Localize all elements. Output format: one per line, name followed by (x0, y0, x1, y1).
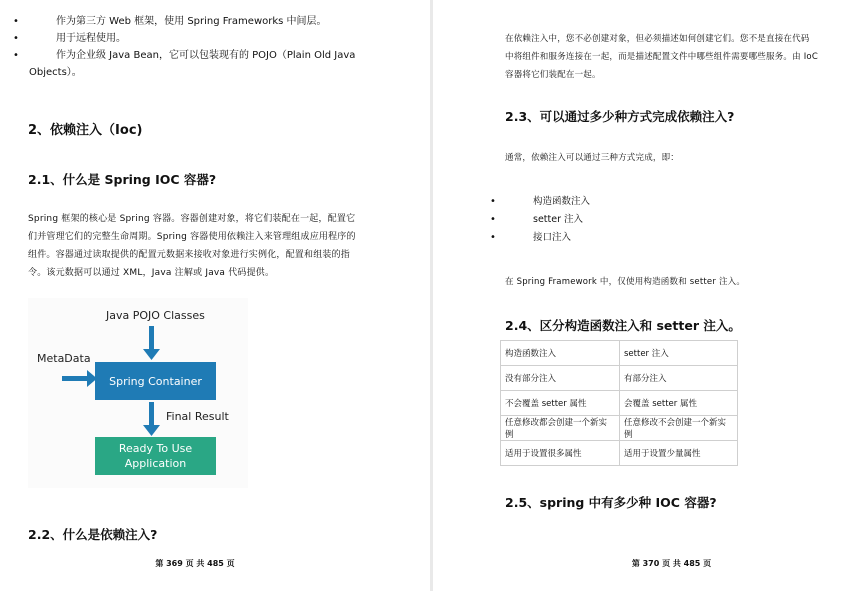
table-row: 没有部分注入 有部分注入 (501, 366, 738, 391)
injection-methods-list (490, 193, 790, 247)
list-item: • 作为第三方 Web 框架，使用 Spring Frameworks 中间层。 (13, 13, 413, 30)
section-heading-2-2: 2.2、什么是依赖注入? (28, 527, 158, 542)
list-item: • 用于远程使用。 (13, 30, 413, 47)
arrow-down-top-head-icon (143, 349, 160, 360)
methods-intro: 通常，依赖注入可以通过三种方式完成，即： (505, 153, 680, 163)
arrow-down-bottom-head-icon (143, 425, 160, 436)
injection-comparison-table (500, 340, 738, 466)
ready-to-use-application-box: Ready To Use Application (95, 437, 216, 475)
list-item: • 作为企业级 Java Bean，它可以包装现有的 POJO（Plain Old Java (13, 47, 413, 64)
table-row: 不会覆盖 setter 属性 会覆盖 setter 属性 (501, 391, 738, 416)
ioc-container-paragraph: Spring 框架的核心是 Spring 容器。容器创建对象，将它们装配在一起，配置它 们并管理它们的完整生命周期。Spring 容器使用依赖注入来管理组成应用程序的 组件。容器通过读取提供的配置元数据来接收对象进行实例化，配置和组装的指 令。该元数据可以通过 XML，Java 注解或 Java 代码提供。 (28, 214, 356, 278)
section-heading-2: 2、依赖注入（Ioc) (28, 123, 143, 138)
arrow-right-icon (62, 376, 88, 381)
dependency-injection-paragraph: 在依赖注入中，您不必创建对象，但必须描述如何创建它们。您不是直接在代码 中将组件和服务连接在一起，而是描述配置文件中哪些组件需要哪些服务。由 IoC 容器将它们装配在一起。 (505, 34, 818, 80)
section-heading-2-1: 2.1、什么是 Spring IOC 容器? (28, 172, 217, 187)
page-footer-right: 第 370 页 共 485 页 (631, 559, 712, 568)
list-item: • setter 注入 (490, 211, 790, 229)
bullet-icon: • (13, 33, 19, 44)
list-item: • 构造函数注入 (490, 193, 790, 211)
arrow-down-top-icon (149, 326, 154, 351)
page-footer-left: 第 369 页 共 485 页 (155, 559, 235, 568)
arrow-down-bottom-icon (149, 402, 154, 427)
section-heading-2-3: 2.3、可以通过多少种方式完成依赖注入? (505, 109, 735, 124)
spring-framework-note: 在 Spring Framework 中，仅使用构造函数和 setter 注入。 (505, 277, 746, 287)
metadata-label: MetaData (37, 352, 91, 365)
bullet-icon: • (490, 196, 496, 207)
java-pojo-classes-label: Java POJO Classes (106, 309, 205, 322)
bullet-icon: • (13, 16, 19, 27)
bullet-icon: • (490, 232, 496, 243)
final-result-label: Final Result (166, 410, 229, 423)
bullet-icon: • (490, 214, 496, 225)
section-heading-2-5: 2.5、spring 中有多少种 IOC 容器? (505, 495, 717, 510)
feature-bullet-list (13, 13, 413, 81)
spring-container-diagram (28, 298, 248, 488)
list-item-continuation: Objects）。 (29, 67, 82, 78)
spring-container-box: Spring Container (95, 362, 216, 400)
bullet-icon: • (13, 50, 19, 61)
table-row: 适用于设置很多属性 适用于设置少量属性 (501, 441, 738, 466)
section-heading-2-4: 2.4、区分构造函数注入和 setter 注入。 (505, 318, 741, 333)
table-row: 构造函数注入 setter 注入 (501, 341, 738, 366)
list-item: • 接口注入 (490, 229, 790, 247)
table-row: 任意修改都会创建一个新实例 任意修改不会创建一个新实例 (501, 416, 738, 441)
right-page (433, 0, 860, 591)
